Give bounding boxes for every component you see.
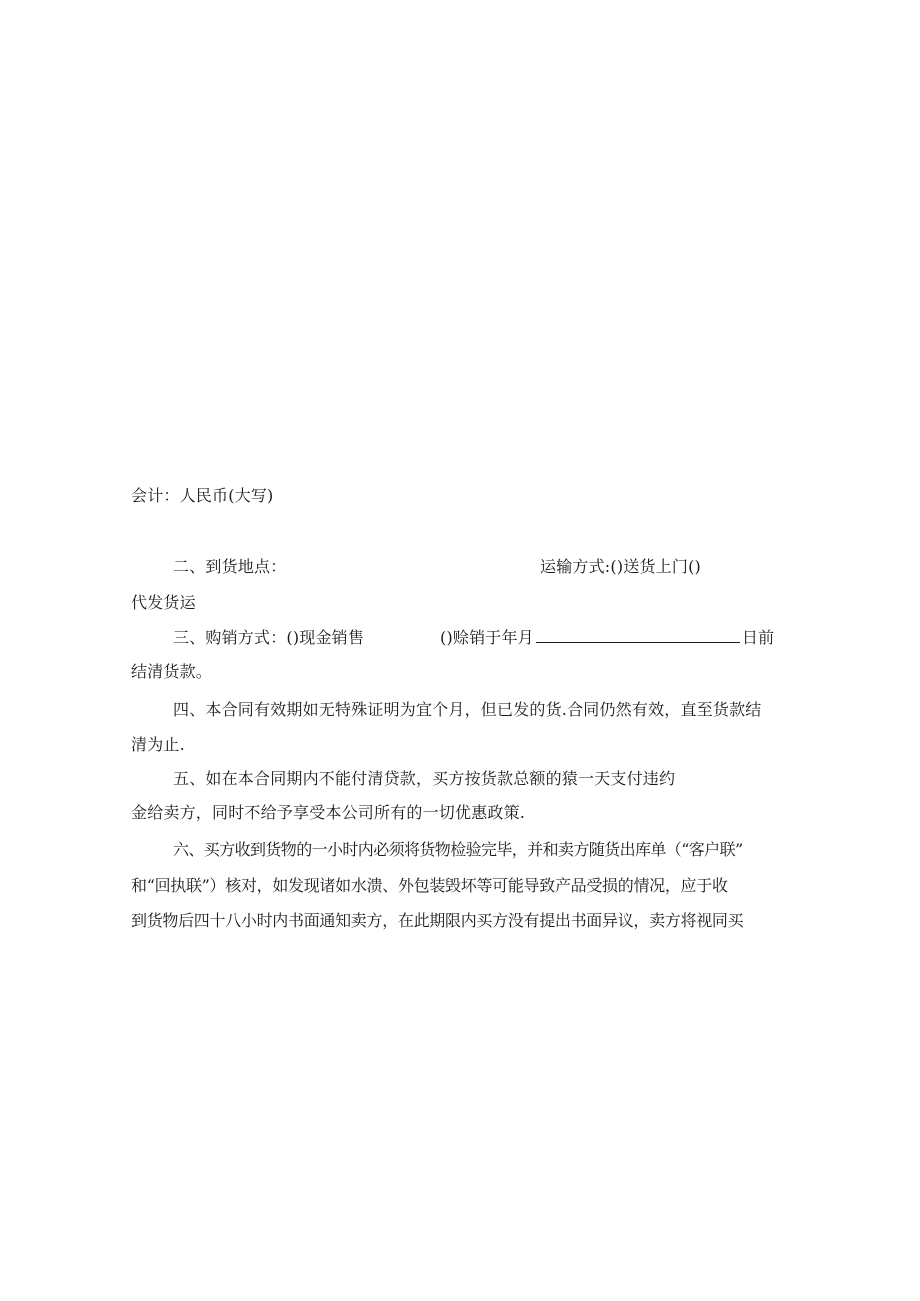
penalty-clause-text: 五、如在本合同期内不能付清贷款，买方按货款总额的猿一天支付违约	[173, 769, 676, 788]
inspection-clause-text: 六、买方收到货物的一小时内必须将货物检验完毕，并和卖方随货出库单（“客户联”	[173, 840, 743, 859]
inspection-clause-line-2: 和“回执联”）核对，如发现诸如水溃、外包装毁坏等可能导致产品受损的情况，应于收	[131, 876, 728, 895]
validity-clause-text: 四、本合同有效期如无特殊证明为宜个月，但已发的货.合同仍然有效，直至货款结	[173, 700, 762, 719]
clause-4-line-1	[173, 700, 762, 720]
clause-4-line-2	[131, 735, 185, 755]
clause-6-line-2	[131, 876, 728, 896]
delivery-location-label: 二、到货地点：	[173, 557, 287, 576]
date-blank-line	[536, 628, 740, 643]
total-amount-text: 会计：人民币(大写)	[131, 486, 274, 505]
penalty-clause-continuation: 金给卖方，同时不给予享受本公司所有的一切优惠政策.	[131, 803, 526, 822]
credit-sale-text: ()赊销于年月	[440, 628, 534, 647]
validity-clause-continuation: 清为止.	[131, 735, 185, 754]
settle-payment-text: 结清货款。	[131, 662, 213, 681]
transport-method-text: 运输方式:()送货上门()	[540, 557, 701, 576]
total-amount-line	[131, 486, 274, 506]
clause-6-line-3	[131, 911, 743, 931]
inspection-clause-line-3: 到货物后四十八小时内书面通知卖方，在此期限内买方没有提出书面异议，卖方将视同买	[131, 911, 744, 930]
before-date-text: 日前	[741, 628, 775, 647]
clause-5-line-2	[131, 803, 525, 823]
clause-6-line-1	[173, 840, 743, 860]
clause-3-part2	[440, 628, 774, 648]
purchase-method-text: 三、购销方式：()现金销售	[173, 628, 365, 647]
clause-2-label	[173, 557, 286, 577]
clause-5-line-1	[173, 769, 675, 789]
transport-continuation-text: 代发货运	[131, 593, 196, 612]
clause-2-continuation	[131, 593, 196, 613]
clause-3-continuation	[131, 662, 212, 682]
clause-2-transport	[540, 557, 701, 577]
clause-3-part1	[173, 628, 364, 648]
